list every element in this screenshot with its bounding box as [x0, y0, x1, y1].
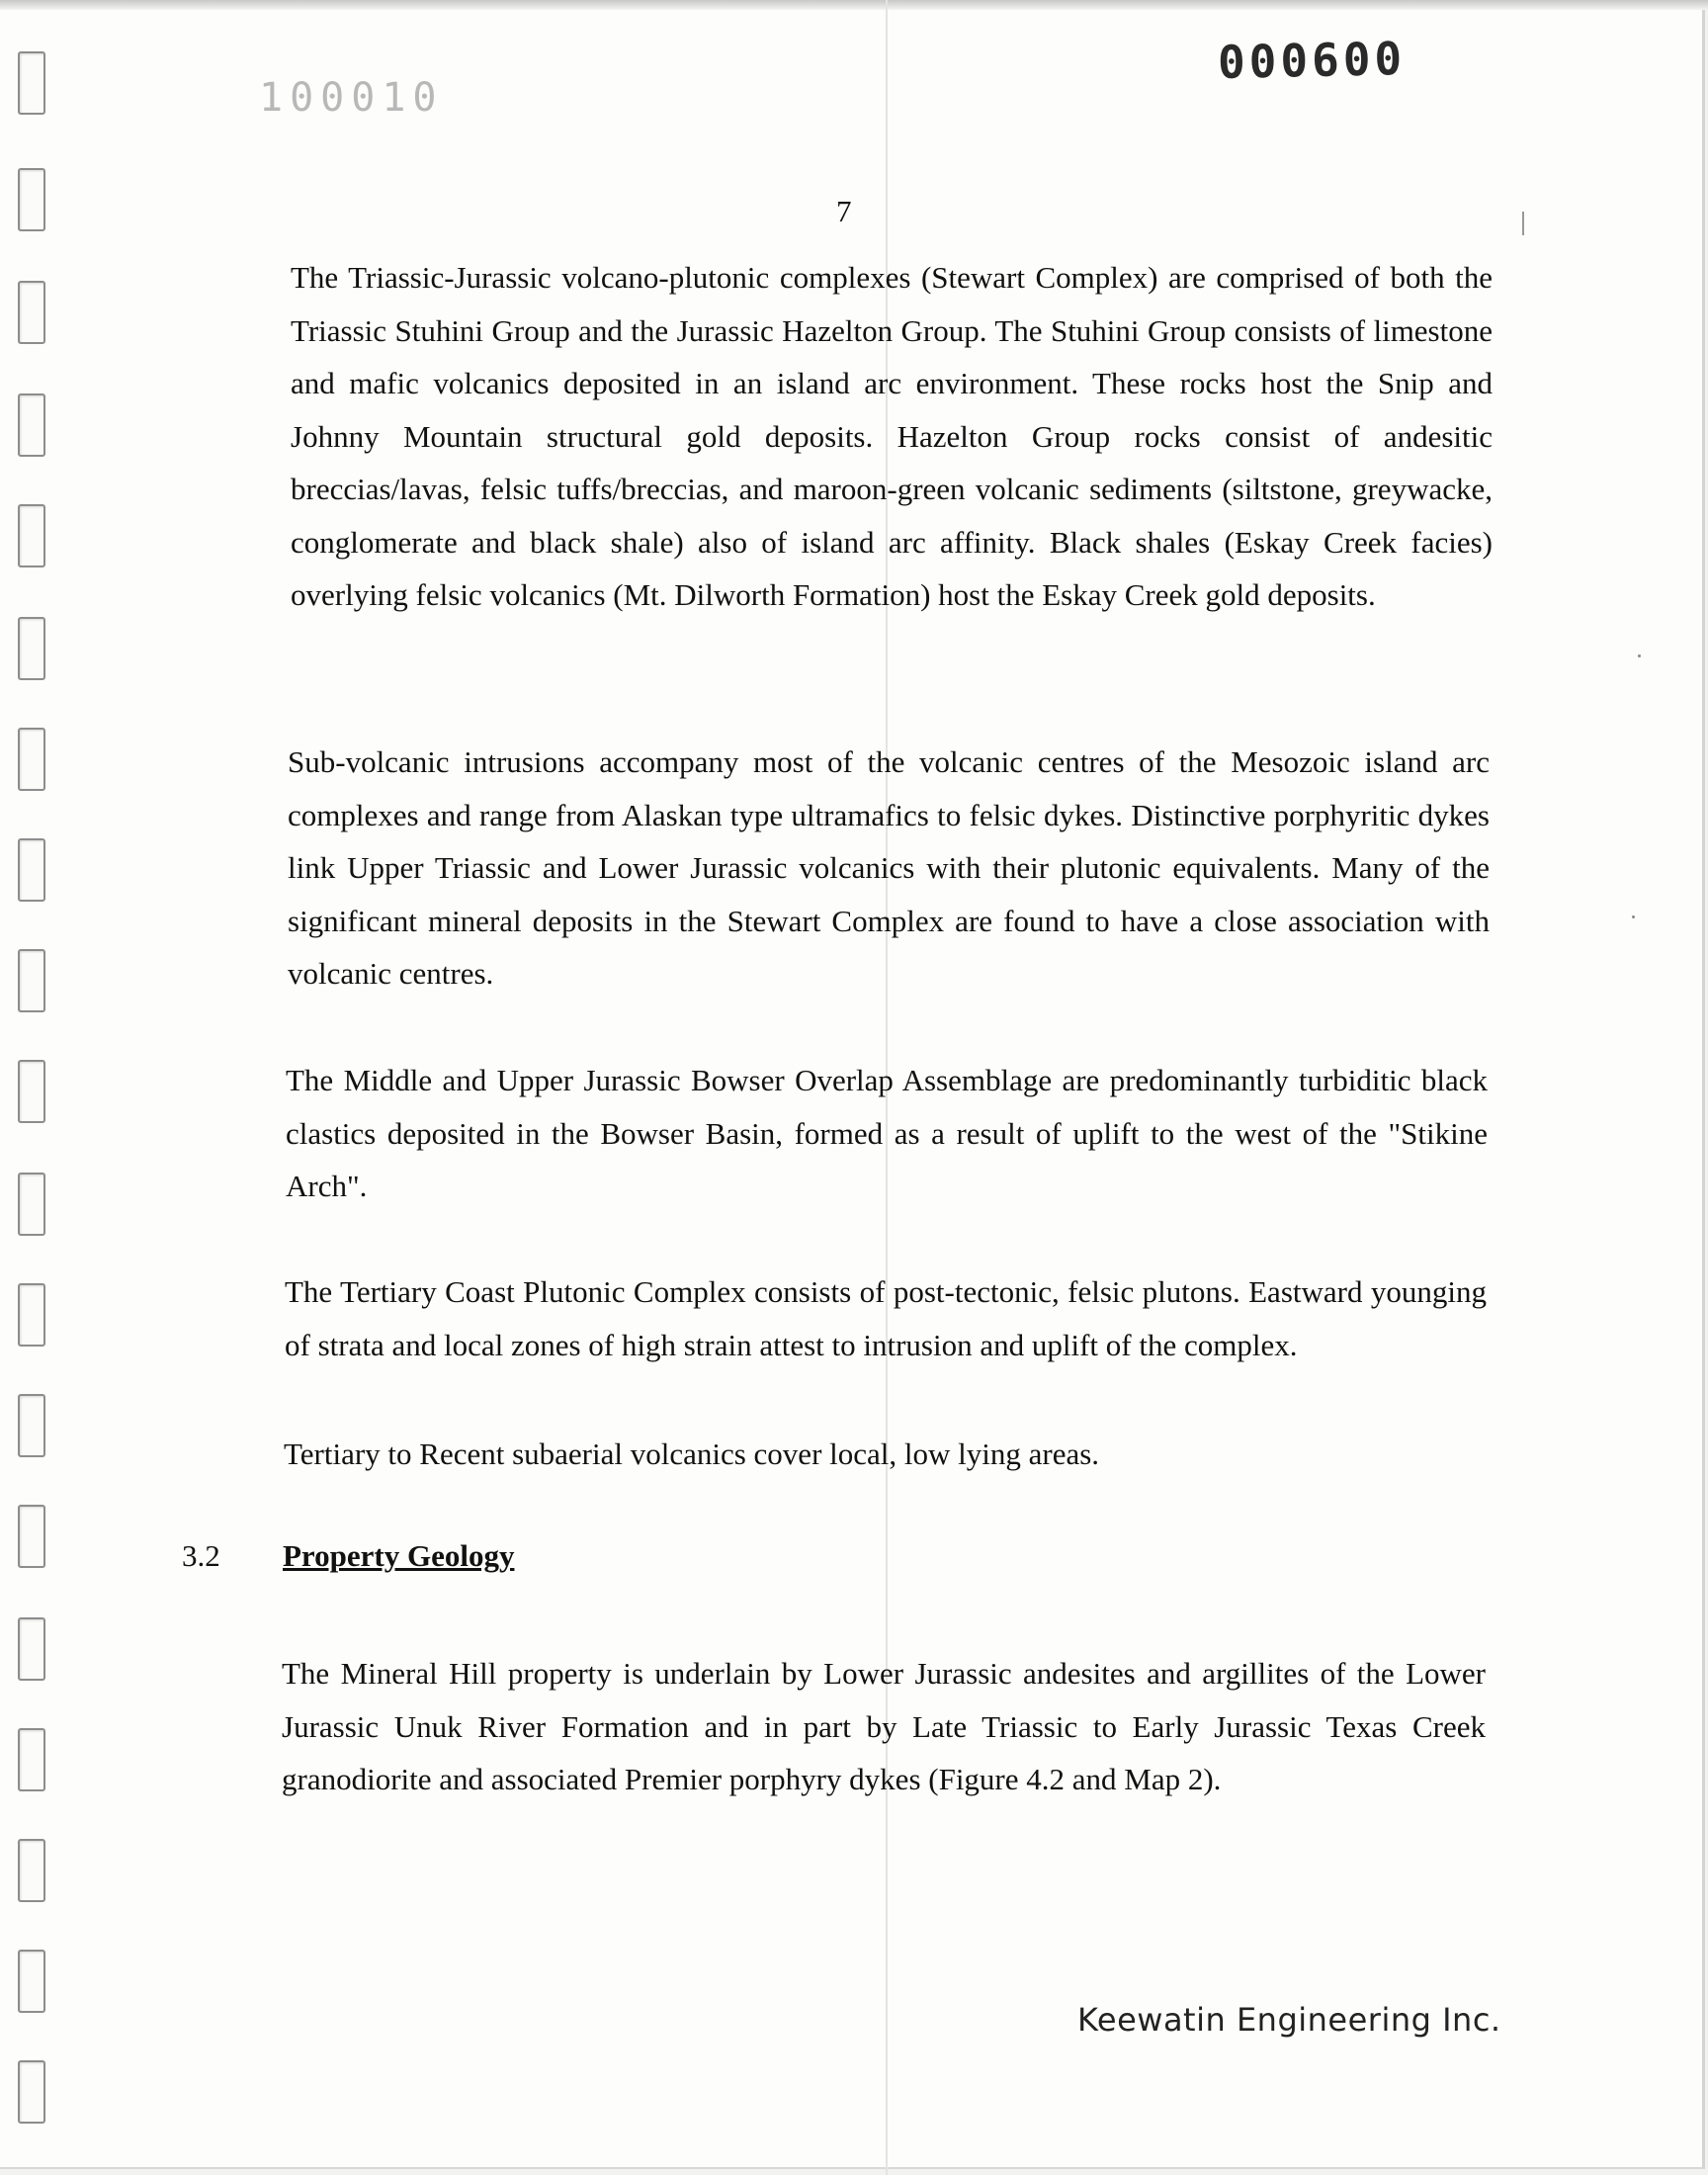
binding-hole: [18, 1617, 45, 1681]
body-paragraph: The Triassic-Jurassic volcano-plutonic complexes (Stewart Complex) are comprised of both the Triassic Stuhini Group and the Jurassic Hazelton Group. The Stuhini Group consists of limestone and mafic volcanics deposited in an island arc environment. These rocks host the Snip and Johnny Mountain structural gold deposits. Hazelton Group rocks consist of andesitic breccias/lavas, felsic tuffs/breccias, and maroon-green volcanic sediments (siltstone, greywacke, conglomerate and black shale) also of island arc affinity. Black shales (Eskay Creek facies) overlying felsic volcanics (Mt. Dilworth Formation) host the Eskay Creek gold deposits.: [291, 260, 1493, 612]
binding-hole: [18, 728, 45, 791]
section-number: 3.2: [182, 1538, 220, 1573]
binding-hole: [18, 504, 45, 567]
faint-page-stamp: 100010: [259, 75, 444, 121]
scan-speck: [1638, 654, 1641, 657]
company-footer: Keewatin Engineering Inc.: [1077, 2001, 1501, 2039]
binding-hole: [18, 51, 45, 115]
binding-hole: [18, 1728, 45, 1791]
body-paragraph: The Middle and Upper Jurassic Bowser Overlap Assemblage are predominantly turbiditic black clastics deposited in the Bowser Basin, formed as a result of uplift to the west of the "Stikine Arch".: [286, 1063, 1488, 1203]
binding-hole: [18, 949, 45, 1012]
body-paragraph: Sub-volcanic intrusions accompany most of the volcanic centres of the Mesozoic island arc complexes and range from Alaskan type ultramafics to felsic dykes. Distinctive porphyritic dykes link Upper Triassic and Lower Jurassic volcanics with their plutonic equivalents. Many of the significant mineral deposits in the Stewart Complex are found to have a close association with volcanic centres.: [288, 744, 1490, 991]
binding-hole: [18, 1173, 45, 1236]
section-heading: Property Geology: [283, 1538, 515, 1573]
binding-hole: [18, 1394, 45, 1457]
binding-hole: [18, 2060, 45, 2124]
binding-hole: [18, 1060, 45, 1123]
binding-hole: [18, 393, 45, 457]
scan-top-edge: [0, 0, 1708, 10]
binding-hole: [18, 281, 45, 344]
binding-hole: [18, 617, 45, 680]
page-number: 7: [836, 194, 852, 228]
binding-hole: [18, 1839, 45, 1902]
scan-speck: [1632, 915, 1635, 918]
binding-hole: [18, 1283, 45, 1347]
body-paragraph: The Mineral Hill property is underlain by Lower Jurassic andesites and argillites of the Lower Jurassic Unuk River Formation and in part by Late Triassic to Early Jurassic Texas Creek granodiorite and associated Premier porphyry dykes (Figure 4.2 and Map 2).: [282, 1656, 1486, 1796]
scan-speck: [1522, 212, 1524, 235]
page-stamp-number: 000600: [1217, 32, 1407, 89]
binding-hole: [18, 1950, 45, 2013]
binding-hole: [18, 1505, 45, 1568]
body-paragraph: The Tertiary Coast Plutonic Complex consists of post-tectonic, felsic plutons. Eastward younging of strata and local zones of high strain attest to intrusion and uplift of the complex.: [285, 1274, 1487, 1362]
body-paragraph: Tertiary to Recent subaerial volcanics cover local, low lying areas.: [284, 1436, 1100, 1471]
binding-hole: [18, 168, 45, 231]
binding-holes: [18, 0, 57, 2175]
binding-hole: [18, 838, 45, 902]
